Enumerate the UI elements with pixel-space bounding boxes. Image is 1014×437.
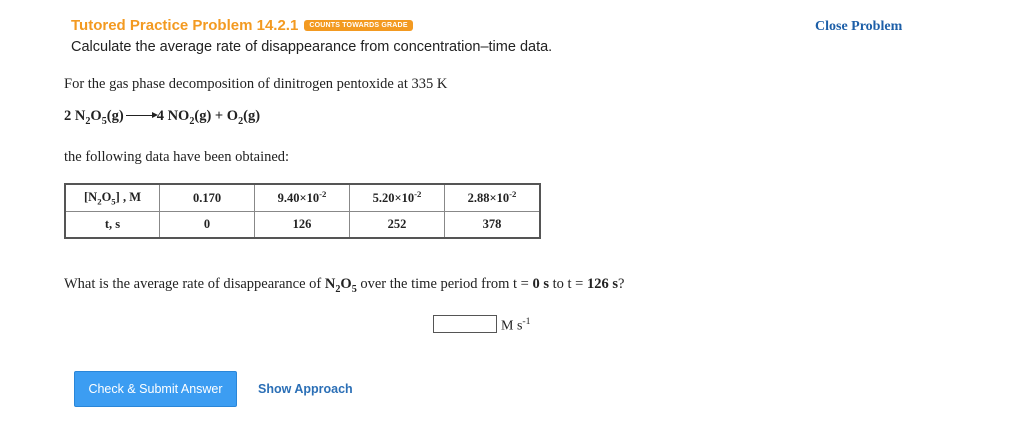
header [71,17,413,34]
reaction-equation: 2 $N_2O_5(g)$ 4 $NO_2(g) + O_2(g)$ [64,108,261,127]
question-text: What is the average rate of disappearance of $N_2O_5$ over the time period from t = 0 s to t = 126 s? [64,276,625,295]
table-cell: 252 [350,212,445,239]
concentration-time-table [64,183,541,239]
table-header-cell: $[N_2O_5]$ , M [65,184,160,212]
table-row [65,184,540,212]
table-header-cell: t, s [65,212,160,239]
answer-unit: M $s^{-1}$ [501,316,531,334]
problem-title: Tutored Practice Problem 14.2.1 [71,17,299,34]
table-cell: $9.40\times 10^{-2}$ [255,184,350,212]
intro-text: For the gas phase decomposition of dinitrogen pentoxide at 335 K [64,76,448,92]
reaction-arrow-icon [126,115,156,116]
data-intro-text: the following data have been obtained: [64,149,290,165]
table-cell: 0 [160,212,255,239]
problem-subtitle: Calculate the average rate of disappearance from concentration–time data. [71,39,553,55]
answer-input[interactable] [433,315,497,333]
table-row [65,212,540,239]
close-problem-link[interactable]: Close Problem [815,19,903,34]
table-cell: 0.170 [160,184,255,212]
show-approach-link[interactable]: Show Approach [258,382,353,396]
table-cell: 378 [445,212,541,239]
answer-row [433,315,531,334]
grade-badge: COUNTS TOWARDS GRADE [304,20,412,31]
table-cell: $2.88\times 10^{-2}$ [445,184,541,212]
check-submit-button[interactable]: Check & Submit Answer [74,371,237,407]
table-cell: 126 [255,212,350,239]
table-cell: $5.20\times 10^{-2}$ [350,184,445,212]
